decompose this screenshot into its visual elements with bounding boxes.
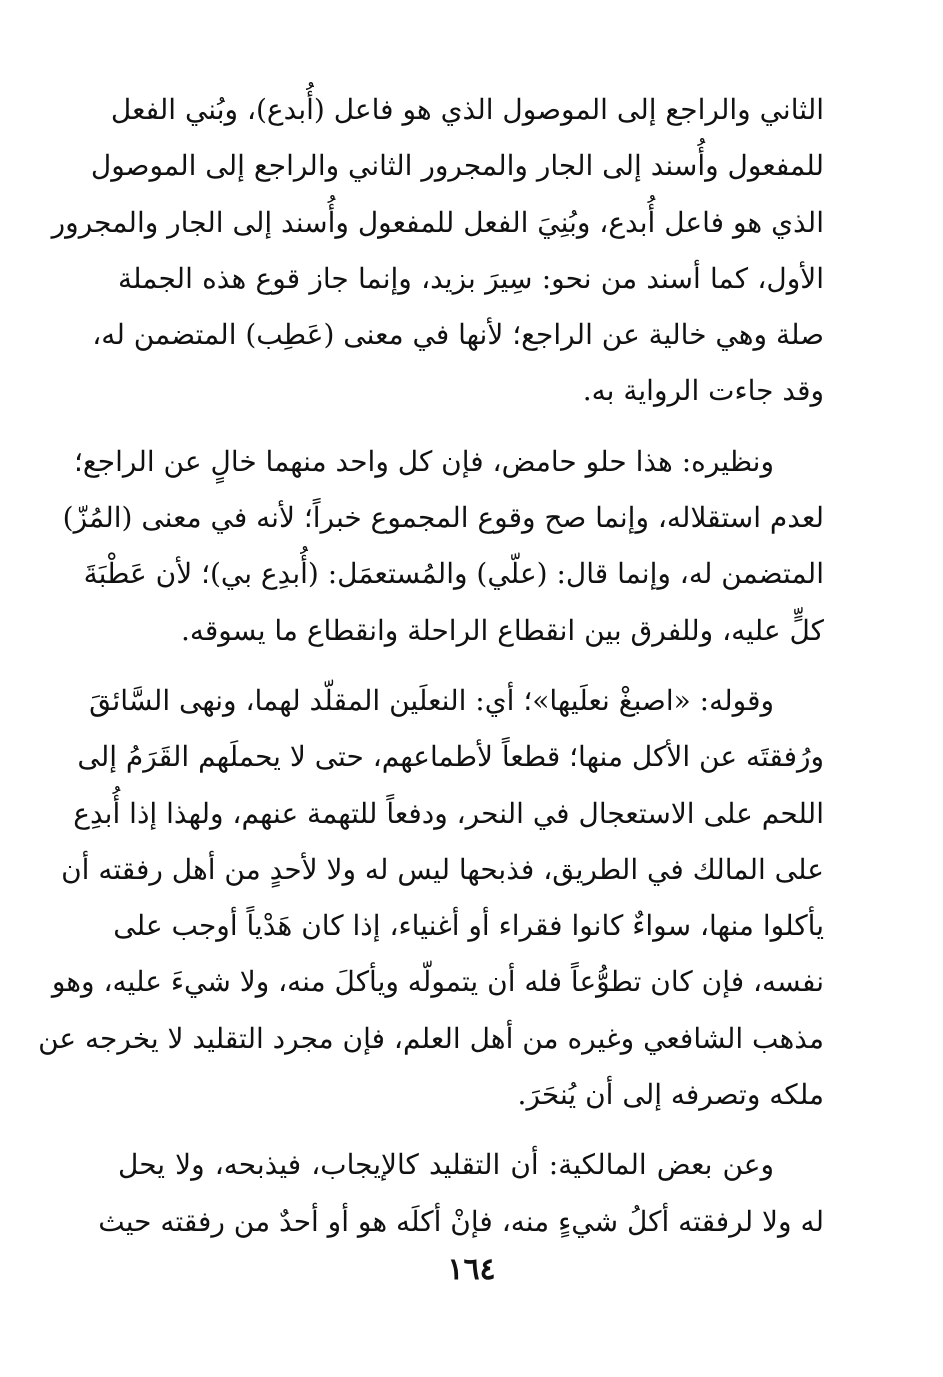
text-line: وقد جاءت الرواية به. (582, 374, 824, 408)
text-line: مذهب الشافعي وغيره من أهل العلم، فإن مجرد التقليد لا يخرجه عن (38, 1021, 824, 1055)
paragraph-1 (51, 82, 824, 420)
paragraph-2 (62, 434, 824, 659)
text-line: الذي هو فاعل أُبدع، وبُنِيَ الفعل للمفعول وأُسند إلى الجار والمجرور (51, 205, 824, 239)
text-line: لعدم استقلاله، وإنما صح وقوع المجموع خبراً؛ لأنه في معنى (المُزّ) (62, 501, 824, 535)
text-line: ونظيره: هذا حلو حامض، فإن كل واحد منهما خالٍ عن الراجع؛ (74, 444, 774, 478)
text-line: على المالك في الطريق، فذبحها ليس له ولا لأحدٍ من أهل رفقته أن (61, 852, 824, 886)
text-line: كلٍّ عليه، وللفرق بين انقطاع الراحلة وانقطاع ما يسوقه. (180, 613, 824, 647)
page-number: ١٦٤ (447, 1252, 496, 1287)
text-line: الأول، كما أسند من نحو: سِيرَ بزيد، وإنما جاز قوع هذه الجملة (118, 261, 824, 295)
text-line: يأكلوا منها، سواءٌ كانوا فقراء أو أغنياء، إذا كان هَدْياً أوجب على (113, 909, 824, 943)
text-line: له ولا لرفقته أكلُ شيءٍ منه، فإنْ أكلَه هو أو أحدٌ من رفقته حيث (98, 1204, 824, 1238)
text-line: صلة وهي خالية عن الراجع؛ لأنها في معنى (عَطِب) المتضمن له، (92, 318, 824, 352)
text-line: اللحم على الاستعجال في النحر، ودفعاً للتهمة عنهم، ولهذا إذا أُبدِع (73, 796, 824, 830)
text-line: وعن بعض المالكية: أن التقليد كالإيجاب، فيذبحه، ولا يحل (118, 1148, 774, 1182)
text-line: الثاني والراجع إلى الموصول الذي هو فاعل (أُبدع)، وبُني الفعل (110, 93, 824, 126)
text-line: للمفعول وأُسند إلى الجار والمجرور الثاني والراجع إلى الموصول (90, 149, 824, 183)
text-line: ملكه وتصرفه إلى أن يُنحَرَ. (517, 1078, 824, 1112)
text-line: نفسه، فإن كان تطوُّعاً فله أن يتمولّه ويأكلَ منه، ولا شيءَ عليه، وهو (51, 965, 824, 999)
page-body (38, 82, 824, 1264)
text-line: ورُفقتَه عن الأكل منها؛ قطعاً لأطماعهم، حتى لا يحملَهم القَرَمُ إلى (77, 740, 824, 774)
paragraph-3 (38, 673, 824, 1123)
text-line: وقوله: «اصبغْ نعلَيها»؛ أي: النعلَين المقلّد لهما، ونهى السَّائقَ (89, 683, 774, 717)
text-line: المتضمن له، وإنما قال: (علّي) والمُستعمَل: (أُبدِع بي)؛ لأن عَطْبَةَ (83, 557, 824, 591)
paragraph-4 (98, 1137, 824, 1250)
